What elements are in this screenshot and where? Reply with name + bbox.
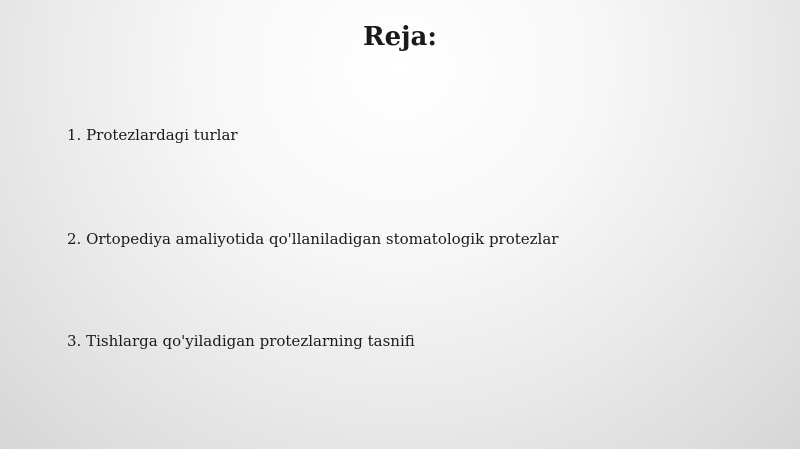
list-item-1: 1. Protezlardagi turlar <box>67 126 238 144</box>
slide-title: Reja: <box>362 22 437 52</box>
list-item-2: 2. Ortopediya amaliyotida qo'llaniladigan stomatologik protezlar <box>67 230 559 248</box>
list-item-3: 3. Tishlarga qo'yiladigan protezlarning tasnifi <box>67 332 415 350</box>
